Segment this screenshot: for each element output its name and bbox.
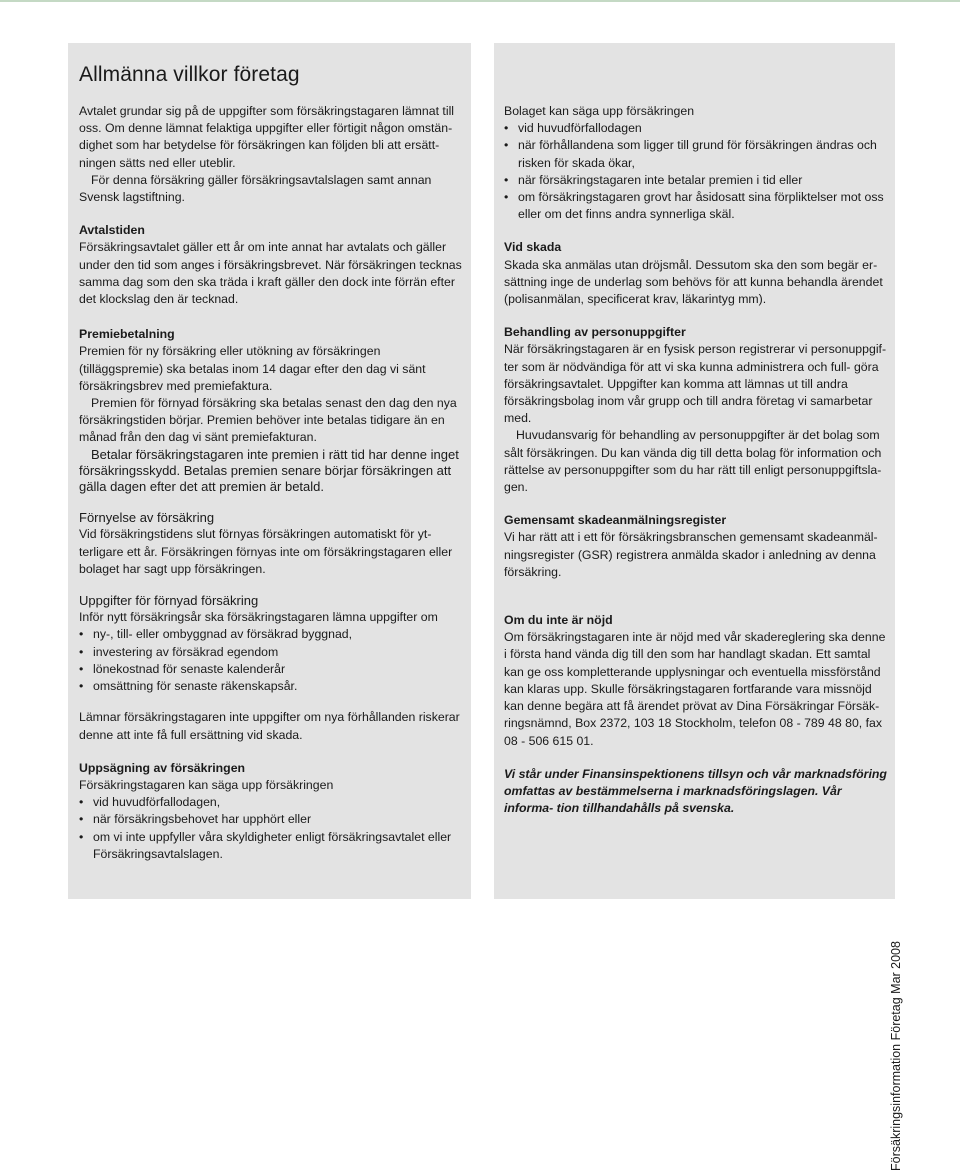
premiebetalning-p1: Premien för ny försäkring eller utökning av försäkringen (tilläggspremie) ska betalas inom 14 dagar efter den dag vi sänt försäkringsbrev med premiefaktura.: [79, 344, 426, 393]
heading-register: Gemensamt skadeanmälningsregister: [504, 513, 727, 528]
uppgifter-intro: Inför nytt försäkringsår ska försäkringstagaren lämna uppgifter om: [79, 610, 438, 625]
premiebetalning-p3: Betalar försäkringstagaren inte premien i rätt tid har denne inget försäkringsskydd. Betalas premien senare börjar försäkringen att gälla dagen efter det att premien är betald.: [79, 446, 459, 495]
heading-uppgifter: Uppgifter för förnyad försäkring: [79, 593, 259, 609]
list-item: • lönekostnad för senaste kalenderår: [79, 661, 463, 678]
list-item: • vid huvudförfallodagen,: [79, 794, 463, 811]
intro-paragraph: Avtalet grundar sig på de uppgifter som försäkringstagaren lämnat till oss. Om denne lämnat felaktiga uppgifter eller förtigit någon omstän- dighet som har betydelse för försäkringen kan följden bli att ersätt- ningen sätts ned eller uteblir.: [79, 104, 455, 170]
list-item: • investering av försäkrad egendom: [79, 644, 463, 661]
premiebetalning-p2: Premien för förnyad försäkring ska betalas senast den dag den nya försäkringstiden börjar. Premien behöver inte betalas tidigare än en månad från den dag vi sänt premiefakturan.: [79, 396, 457, 445]
page-title: Allmänna villkor företag: [79, 63, 300, 86]
list-item: • om försäkringstagaren grovt har åsidosatt sina förpliktelser mot oss eller om det finns andra synnerliga skäl.: [504, 189, 887, 223]
nojd-text: Om försäkringstagaren inte är nöjd med vår skadereglering ska denne i första hand vända dig till den som har handlagt skadan. Ett samtal kan ge oss kompletterande upplysningar och eventuella missförstånd kan klaras upp. Skulle försäkringstagaren fortfarande vara missnöjd kan denne begära att få ärendet prövat av Dina Försäkringar Försäk- ringsnämnd, Box 2372, 103 18 Stockholm, telefon 08 - 789 48 80, fax 08 - 506 615 01.: [504, 630, 886, 748]
intro-paragraph-2: För denna försäkring gäller försäkringsavtalslagen samt annan Svensk lagstiftning.: [79, 172, 432, 205]
list-item: • när förhållandena som ligger till grund för försäkringen ändras och risken för skada ökar,: [504, 137, 887, 171]
uppsagning-list: [79, 794, 463, 863]
vid-skada-text: Skada ska anmälas utan dröjsmål. Dessutom ska den som begär er- sättning inge de underlag som behövs för att kunna behandla ärendet (polisanmälan, specificerat krav, läkarintyg mm).: [504, 257, 883, 307]
heading-vid-skada: Vid skada: [504, 240, 562, 255]
footer-vertical-text: Försäkringsinformation Företag Mar 2008: [889, 941, 903, 1171]
list-item: • omsättning för senaste räkenskapsår.: [79, 678, 463, 695]
personuppgifter-p1: När försäkringstagaren är en fysisk person registrerar vi personuppgif- ter som är nödvändiga för att vi ska kunna administrera och full- göra försäkringsavtalet. Uppgifter kan komma att lämnas ut till andra försäkringsbolag inom vår grupp och till andra företag vi samarbetar med.: [504, 342, 887, 426]
fornyelse-text: Vid försäkringstidens slut förnyas försäkringen automatiskt för yt- terligare ett år. Försäkringen förnyas inte om försäkringstagaren eller bolaget har sagt upp försäkringen.: [79, 527, 453, 576]
heading-nojd: Om du inte är nöjd: [504, 613, 613, 628]
personuppgifter-p2: Huvudansvarig för behandling av personuppgifter är det bolag som sålt försäkringen. Du kan vända dig till detta bolag för information och rättelse av personuppgifter som du har rätt till enligt personuppgiftsla- gen.: [504, 428, 882, 495]
heading-premiebetalning: Premiebetalning: [79, 327, 175, 342]
heading-avtalstiden: Avtalstiden: [79, 223, 145, 238]
avtalstiden-text: Försäkringsavtalet gäller ett år om inte annat har avtalats och gäller under den tid som anges i försäkringsbrevet. När försäkringen tecknas samma dag som den ska träda i kraft gäller den dock inte förrän efter det klockslag den är tecknad.: [79, 240, 462, 307]
list-item: • när försäkringsbehovet har upphört eller: [79, 811, 463, 828]
list-item: • vid huvudförfallodagen: [504, 120, 887, 137]
right-column: [494, 43, 895, 899]
uppsagning-intro: Försäkringstagaren kan säga upp försäkringen: [79, 777, 334, 792]
left-column: [68, 43, 471, 899]
register-text: Vi har rätt att i ett för försäkringsbranschen gemensamt skadeanmäl- ningsregister (GSR) registrera anmälda skador i anledning av denna försäkring.: [504, 530, 878, 579]
list-item: • när försäkringstagaren inte betalar premien i tid eller: [504, 172, 887, 189]
uppgifter-after: Lämnar försäkringstagaren inte uppgifter om nya förhållanden riskerar denne att inte få full ersättning vid skada.: [79, 710, 460, 742]
top-rule: [0, 0, 960, 2]
bolaget-intro: Bolaget kan säga upp försäkringen: [504, 104, 695, 118]
list-item: • om vi inte uppfyller våra skyldigheter enligt försäkringsavtalet eller Försäkringsavtalslagen.: [79, 829, 463, 863]
heading-uppsagning: Uppsägning av försäkringen: [79, 760, 246, 775]
list-item: • ny-, till- eller ombyggnad av försäkrad byggnad,: [79, 626, 463, 643]
heading-fornyelse: Förnyelse av försäkring: [79, 510, 215, 526]
heading-personuppgifter: Behandling av personuppgifter: [504, 325, 686, 340]
uppgifter-list: [79, 626, 463, 695]
italic-note: Vi står under Finansinspektionens tillsyn och vår marknadsföring omfattas av bestämmelserna i marknadsföringslagen. Vår informa- tion tillhandahålls på svenska.: [504, 766, 887, 816]
bolaget-list: [504, 120, 887, 223]
